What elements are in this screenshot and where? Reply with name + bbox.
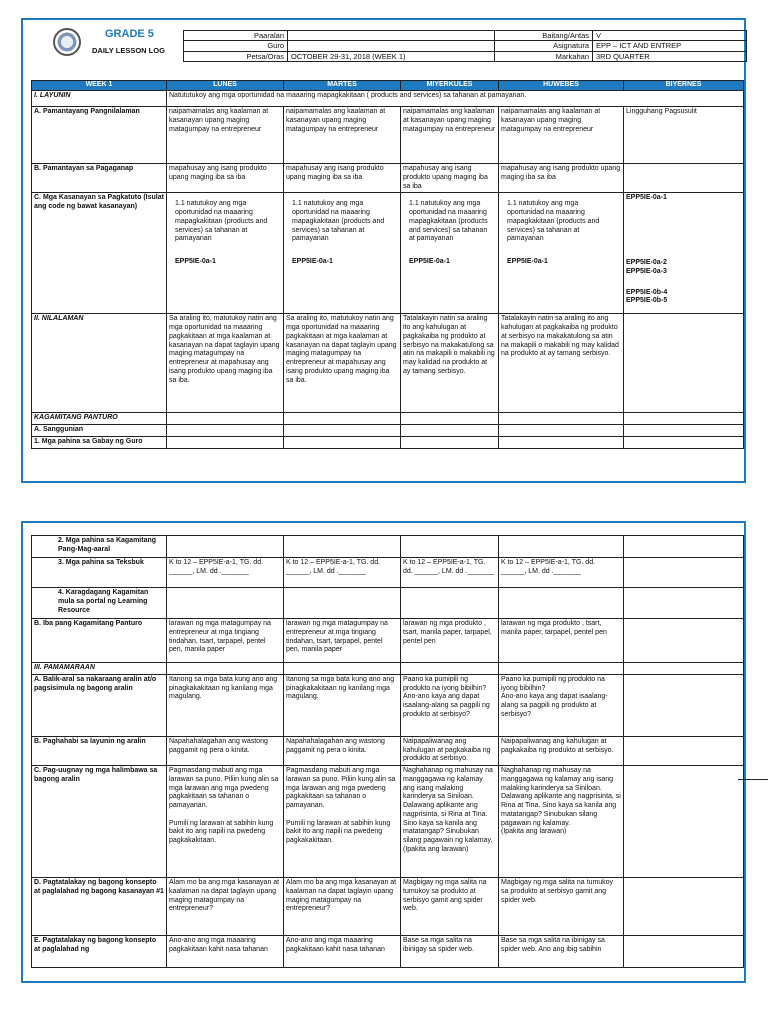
review-wed: Paano ka pumipili ng produkto na iyong bibilhin? Ano-ano kaya ang dapat isaalang-alang sa pagpili ng produkto at serbisyo? <box>401 674 499 736</box>
textbook-pages-tue: K to 12 – EPP5IE-a-1, TG. dd. ______, LM. dd ._______ <box>284 558 401 588</box>
discussion-2-tue: Ano-ano ang mga maaaring pagkakitaan kahit nasa tahanan <box>284 936 401 968</box>
quarter-label: Markahan <box>495 51 593 61</box>
purpose-wed: Naipapaliwanag ang kahulugan at pagkakaiba ng produkto at serbisyo. <box>401 736 499 765</box>
content-row <box>32 314 744 413</box>
content-standard-wed: naipamamalas ang kaalaman at kasanayan upang maging matagumpay na entrepreneur <box>401 107 499 164</box>
school-label: Paaralan <box>184 31 288 41</box>
competencies-tue <box>284 193 401 314</box>
header-table <box>183 30 747 62</box>
teacher-guide-pages-row <box>32 436 744 448</box>
content-wed: Tatalakayin natin sa araling ito ang kahulugan at pagkakaiba ng produkto at serbisyo na makakatulong sa atin na makapili o makabili ng may kalidad na produkto at ay tamang serbisyo. <box>401 314 499 413</box>
discussion-1-wed: Magbigay ng mga salita na tumukoy sa produkto at serbisyo gamit ang spider web. <box>401 878 499 936</box>
lesson-table-page-1 <box>31 80 744 449</box>
examples-wed: Naghahanap ng mahusay na manggagawa ng kalamay ang isang malaking karinderya sa Siniloan. Dalawang aplikante ang nagprisinta, si Rina at Tina. Sino kaya sa kanila ang matatangap? Sinubukan silang pagawain ng kalamay. (Ipakita ang larawan) <box>401 766 499 878</box>
page-1 <box>21 18 746 483</box>
deped-seal-icon <box>53 28 81 56</box>
content-tue: Sa araling ito, matutukoy natin ang mga oportunidad na maaaring pagkakitaan at mga kaalaman at kasanayan na dapat taglayin upang maging matagumpay na entrepreneur at mapahusay ang isang produkto upang maging iba sa iba. <box>284 314 401 413</box>
discussion-2-mon: Ano-ano ang mga maaaring pagkakitaan kahit nasa tahanan <box>167 936 284 968</box>
content-thu: Tatalakayin natin sa araling ito ang kahulugan at pagkakaiba ng produkto at serbisyo na makakatulong sa atin na makapili o makabili ng may kalidad na produkto at ay tamang serbisyo. <box>499 314 624 413</box>
column-header-row <box>32 81 744 91</box>
examples-thu: Naghahanap ng mahusay na manggagawa ng kalamay ang isang malaking karinderya sa Siniloan. Dalawang aplikante ang nagprisinta, si Rina at Tina. Sino kaya sa kanila ang matatangap? Sinubukan silang pagawain ng kalamay. (Ipakita ang larawan) <box>499 766 624 878</box>
subject-value: EPP – ICT AND ENTREP <box>593 41 747 51</box>
competencies-mon <box>167 193 284 314</box>
references-label: A. Sanggunian <box>32 425 167 437</box>
review-label: A. Balik-aral sa nakaraang aralin at/o pagsisimula ng bagong aralin <box>32 674 167 736</box>
competency-text: 1.1 natutukoy ang mga oportunidad na maaaring mapagkakitaan (products and services) sa tahanan at pamayanan <box>409 200 488 243</box>
performance-standard-row <box>32 164 744 193</box>
objectives-label: I. LAYUNIN <box>32 91 167 107</box>
examples-label: C. Pag-uugnay ng mga halimbawa sa bagong aralin <box>32 766 167 878</box>
performance-standard-fri <box>624 164 744 193</box>
additional-materials-label: 4. Karagdagang Kagamitan mula sa portal ng Learning Resource <box>32 588 167 619</box>
quarter-value: 3RD QUARTER <box>593 51 747 61</box>
competencies-wed <box>401 193 499 314</box>
textbook-pages-thu: K to 12 – EPP5IE-a-1, TG. dd. ______, LM. dd ._______ <box>499 558 624 588</box>
content-mon: Sa araling ito, matutukoy natin ang mga oportunidad na maaaring pagkakitaan at mga kaalaman at kasanayan na dapat taglayin upang maging matagumpay na entrepreneur at mapahusay ang isang produkto upang maging iba sa iba. <box>167 314 284 413</box>
textbook-pages-label: 3. Mga pahina sa Teksbuk <box>32 558 167 588</box>
textbook-pages-row <box>32 558 744 588</box>
page-2 <box>21 521 746 983</box>
discussion-2-thu: Base sa mga salita na ibinigay sa spider web. Ano ang ibig sabihin <box>499 936 624 968</box>
purpose-tue: Napahahalagahan ang wastong paggamit ng pera o kinita. <box>284 736 401 765</box>
purpose-row <box>32 736 744 765</box>
additional-materials-row <box>32 588 744 619</box>
discussion-2-label: E. Pagtatalakay ng bagong konsepto at paglalahad ng <box>32 936 167 968</box>
content-standard-thu: naipamamalas ang kaalaman at kasanayan upang maging matagumpay na entrepreneur <box>499 107 624 164</box>
other-materials-row <box>32 619 744 663</box>
column-thursday: HUWEBES <box>499 81 624 91</box>
date-value: OCTOBER 29-31, 2018 (WEEK 1) <box>288 51 495 61</box>
procedures-row <box>32 663 744 675</box>
competency-text: 1.1 natutukoy ang mga oportunidad na maaaring mapagkakitaan (products and services) sa tahanan at pamayanan <box>175 200 268 243</box>
other-materials-label: B. Iba pang Kagamitang Panturo <box>32 619 167 663</box>
competencies-label: C. Mga Kasanayan sa Pagkatuto (Isulat ang code ng bawat kasanayan) <box>32 193 167 314</box>
references-row <box>32 425 744 437</box>
learning-resources-label: KAGAMITANG PANTURO <box>32 413 167 425</box>
competency-code: EPP5IE-0a-1 <box>175 258 216 265</box>
divider-line <box>738 779 768 780</box>
learning-resources-row <box>32 413 744 425</box>
teacher-label: Guro <box>184 41 288 51</box>
daily-lesson-log-title: DAILY LESSON LOG <box>92 46 165 55</box>
textbook-pages-mon: K to 12 – EPP5IE-a-1, TG. dd. ______, LM. dd ._______ <box>167 558 284 588</box>
discussion-1-tue: Alam mo ba ang mga kasanayan at kaalaman na dapat taglayin upang maging matagumpay na entrepreneur? <box>284 878 401 936</box>
friday-code: EPP5IE-0a-1 <box>626 194 667 202</box>
discussion-2-wed: Base sa mga salita na ibinigay sa spider web. <box>401 936 499 968</box>
column-tuesday: MARTES <box>284 81 401 91</box>
friday-code: EPP5IE-0b-4 <box>626 288 668 296</box>
content-standard-fri: Lingguhang Pagsusulit <box>624 107 744 164</box>
learner-materials-label: 2. Mga pahina sa Kagamitang Pang-Mag-aaral <box>32 536 167 558</box>
examples-tue: Pagmasdang mabuti ang mga larawan sa puno. Piliin kung alin sa mga larawan ang mga pwedeng pagkakitaan sa tahanan o pamayanan. Pumili ng larawan at sabihin kung bakit ito ang napili na pwedeng pagkakakitaan. <box>284 766 401 878</box>
content-standard-mon: naipamamalas ang kaalaman at kasanayan upang maging matagumpay na entrepreneur <box>167 107 284 164</box>
content-standard-tue: naipamamalas ang kaalaman at kasanayan upang maging matagumpay na entrepreneur <box>284 107 401 164</box>
discussion-1-mon: Alam mo ba ang mga kasanayan at kaalaman na dapat taglayin upang maging matagumpay na entrepreneur? <box>167 878 284 936</box>
content-fri <box>624 314 744 413</box>
other-materials-thu: larawan ng mga produkto , tsart, manila paper, tarpapel, pentel pen <box>499 619 624 663</box>
column-wednesday: MIYERKULES <box>401 81 499 91</box>
competency-text: 1.1 natutukoy ang mga oportunidad na maaaring mapagkakitaan (products and services) sa tahanan at pamayanan <box>292 200 385 243</box>
teacher-guide-pages-label: 1. Mga pahina sa Gabay ng Guro <box>32 436 167 448</box>
friday-code: EPP5IE-0a-3 <box>626 267 667 275</box>
review-tue: Itanong sa mga bata kung ano ang pinagkakakitaan ng kanilang mga magulang. <box>284 674 401 736</box>
other-materials-mon: larawan ng mga matagumpay na entrepreneur at mga tingiang tindahan, tsart, tarpapel, pentel pen, manila paper <box>167 619 284 663</box>
competency-text: 1.1 natutukoy ang mga oportunidad na maaaring mapagkakitaan (products and services) sa tahanan at pamayanan <box>507 200 600 243</box>
other-materials-wed: larawan ng mga produkto , tsart, manila paper, tarpapel, pentel pen <box>401 619 499 663</box>
objectives-text: Natututukoy ang mga oportunidad na maaaring mapagkakitaan ( products and services) sa tahanan at pamayanan. <box>167 91 744 107</box>
review-row <box>32 674 744 736</box>
discussion-1-thu: Magbigay ng mga salita na tumukoy sa produkto at serbisyo gamit ang spider web. <box>499 878 624 936</box>
performance-standard-wed: mapahusay ang isang produkto upang maging iba sa iba <box>401 164 499 193</box>
discussion-1-label: D. Pagtatalakay ng bagong konsepto at paglalahad ng bagong kasanayan #1 <box>32 878 167 936</box>
lesson-table-page-2 <box>31 535 744 968</box>
content-standard-row <box>32 107 744 164</box>
performance-standard-thu: mapahusay ang isang produkto upang maging iba sa iba <box>499 164 624 193</box>
grade-title: GRADE 5 <box>105 28 154 40</box>
competencies-row <box>32 193 744 314</box>
grade-level-value: V <box>593 31 747 41</box>
procedures-label: III. PAMAMARAAN <box>32 663 167 675</box>
examples-mon: Pagmasdang mabuti ang mga larawan sa puno. Piliin kung alin sa mga larawan ang mga pwedeng pagkakitaan sa tahanan o pamayanan. Pumili ng larawan at sabihin kung bakit ito ang napili na pwedeng pagkakakitaan. <box>167 766 284 878</box>
performance-standard-label: B. Pamantayan sa Pagaganap <box>32 164 167 193</box>
performance-standard-tue: mapahusay ang isang produkto upang maging iba sa iba <box>284 164 401 193</box>
purpose-label: B. Paghahabi sa layunin ng aralin <box>32 736 167 765</box>
competency-code: EPP5IE-0a-1 <box>409 258 450 265</box>
learner-materials-row <box>32 536 744 558</box>
review-thu: Paano ka pumipili ng produkto na iyong bibilhin? Ano-ano kaya ang dapat isaalang-alang sa pagpili ng produkto at serbisyo? <box>499 674 624 736</box>
column-monday: LUNES <box>167 81 284 91</box>
school-value <box>288 31 495 41</box>
examples-row <box>32 766 744 878</box>
purpose-thu: Naipapaliwanag ang kahulugan at pagkakaiba ng produkto at serbisyo. <box>499 736 624 765</box>
other-materials-tue: larawan ng mga matagumpay na entrepreneur at mga tingiang tindahan, tsart, tarpapel, pentel pen, manila paper <box>284 619 401 663</box>
content-label: II. NILALAMAN <box>32 314 167 413</box>
review-mon: Itanong sa mga bata kung ano ang pinagkakakitaan ng kanilang mga magulang. <box>167 674 284 736</box>
teacher-value <box>288 41 495 51</box>
subject-label: Asignatura <box>495 41 593 51</box>
grade-level-label: Baitang/Antas <box>495 31 593 41</box>
competencies-fri <box>624 193 744 314</box>
friday-code: EPP5IE-0a-2 <box>626 259 667 266</box>
performance-standard-mon: mapahusay ang isang produkto upang maging iba sa iba <box>167 164 284 193</box>
column-friday: BIYERNES <box>624 81 744 91</box>
friday-code: EPP5IE-0b-5 <box>626 297 668 305</box>
textbook-pages-wed: K to 12 – EPP5IE-a-1, TG. dd. ______, LM. dd ._______ <box>401 558 499 588</box>
objectives-row <box>32 91 744 107</box>
purpose-mon: Napahahalagahan ang wastong paggamit ng pera o kinita. <box>167 736 284 765</box>
competency-code: EPP5IE-0a-1 <box>292 258 333 265</box>
competency-code: EPP5IE-0a-1 <box>507 258 548 265</box>
date-label: Petsa/Oras <box>184 51 288 61</box>
column-week: WEEK 1 <box>32 81 167 91</box>
content-standard-label: A. Pamantayang Pangnilalaman <box>32 107 167 164</box>
discussion-1-row <box>32 878 744 936</box>
discussion-2-row <box>32 936 744 968</box>
competencies-thu <box>499 193 624 314</box>
